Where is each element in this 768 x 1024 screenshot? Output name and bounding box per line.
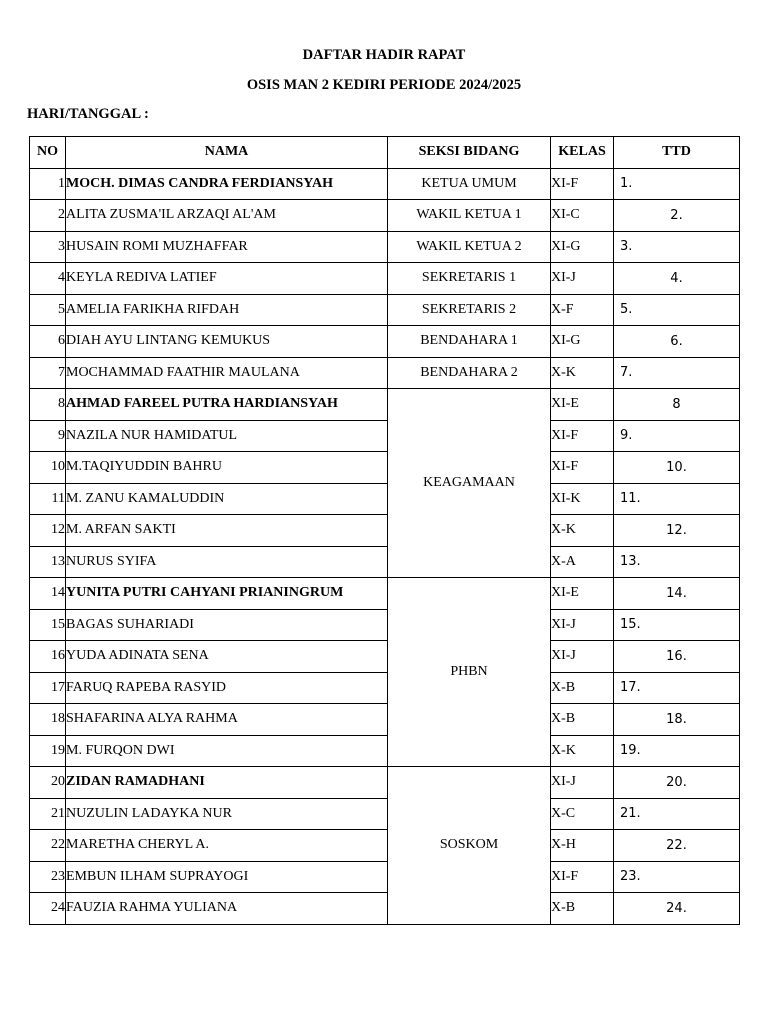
class-cell: XI-C [551, 200, 614, 232]
class-cell: XI-G [551, 231, 614, 263]
row-number: 24 [30, 893, 66, 925]
table-row [30, 735, 740, 767]
table-row [30, 452, 740, 484]
row-number: 7 [30, 357, 66, 389]
row-number: 4 [30, 263, 66, 295]
row-number: 16 [30, 641, 66, 673]
class-cell: X-K [551, 515, 614, 547]
signature-cell: 11. [614, 483, 740, 515]
signature-cell: 14. [614, 578, 740, 610]
signature-cell: 24. [614, 893, 740, 925]
row-number: 23 [30, 861, 66, 893]
signature-cell: 12. [614, 515, 740, 547]
member-name: M. ARFAN SAKTI [66, 515, 388, 547]
table-row [30, 483, 740, 515]
class-cell: X-B [551, 704, 614, 736]
member-name: FAUZIA RAHMA YULIANA [66, 893, 388, 925]
signature-cell: 18. [614, 704, 740, 736]
signature-cell: 9. [614, 420, 740, 452]
signature-cell: 22. [614, 830, 740, 862]
member-name: EMBUN ILHAM SUPRAYOGI [66, 861, 388, 893]
table-row [30, 420, 740, 452]
row-number: 1 [30, 168, 66, 200]
signature-cell: 5. [614, 294, 740, 326]
class-cell: X-K [551, 357, 614, 389]
member-name: AMELIA FARIKHA RIFDAH [66, 294, 388, 326]
member-name: FARUQ RAPEBA RASYID [66, 672, 388, 704]
member-name: YUDA ADINATA SENA [66, 641, 388, 673]
member-name: NUZULIN LADAYKA NUR [66, 798, 388, 830]
table-row [30, 515, 740, 547]
row-number: 10 [30, 452, 66, 484]
table-row [30, 389, 740, 421]
member-name: AHMAD FAREEL PUTRA HARDIANSYAH [66, 389, 388, 421]
table-row [30, 861, 740, 893]
class-cell: X-B [551, 672, 614, 704]
member-name: MOCH. DIMAS CANDRA FERDIANSYAH [66, 168, 388, 200]
row-number: 14 [30, 578, 66, 610]
row-number: 5 [30, 294, 66, 326]
class-cell: XI-J [551, 609, 614, 641]
section-cell: KEAGAMAAN [388, 389, 551, 578]
table-row [30, 641, 740, 673]
date-label: HARI/TANGGAL : [27, 106, 149, 122]
row-number: 22 [30, 830, 66, 862]
column-header-kelas: KELAS [551, 137, 614, 169]
table-row [30, 704, 740, 736]
class-cell: XI-J [551, 767, 614, 799]
row-number: 6 [30, 326, 66, 358]
member-name: YUNITA PUTRI CAHYANI PRIANINGRUM [66, 578, 388, 610]
class-cell: X-K [551, 735, 614, 767]
section-cell: SEKRETARIS 1 [388, 263, 551, 295]
section-cell: PHBN [388, 578, 551, 767]
document-subtitle: OSIS MAN 2 KEDIRI PERIODE 2024/2025 [246, 77, 522, 93]
table-row [30, 294, 740, 326]
row-number: 12 [30, 515, 66, 547]
member-name: ZIDAN RAMADHANI [66, 767, 388, 799]
header-row [30, 137, 740, 169]
member-name: BAGAS SUHARIADI [66, 609, 388, 641]
class-cell: XI-J [551, 263, 614, 295]
document-title: DAFTAR HADIR RAPAT [302, 47, 466, 63]
class-cell: XI-K [551, 483, 614, 515]
section-cell: BENDAHARA 2 [388, 357, 551, 389]
class-cell: XI-G [551, 326, 614, 358]
member-name: HUSAIN ROMI MUZHAFFAR [66, 231, 388, 263]
table-header [30, 137, 740, 169]
column-header-seksi: SEKSI BIDANG [388, 137, 551, 169]
signature-cell: 8 [614, 389, 740, 421]
class-cell: X-C [551, 798, 614, 830]
table-row [30, 357, 740, 389]
table-row [30, 798, 740, 830]
row-number: 17 [30, 672, 66, 704]
signature-cell: 13. [614, 546, 740, 578]
class-cell: X-B [551, 893, 614, 925]
table-row [30, 200, 740, 232]
row-number: 11 [30, 483, 66, 515]
member-name: M. FURQON DWI [66, 735, 388, 767]
column-header-ttd: TTD [614, 137, 740, 169]
table-row [30, 830, 740, 862]
signature-cell: 4. [614, 263, 740, 295]
table-row [30, 263, 740, 295]
member-name: MOCHAMMAD FAATHIR MAULANA [66, 357, 388, 389]
signature-cell: 16. [614, 641, 740, 673]
signature-cell: 20. [614, 767, 740, 799]
section-cell: SEKRETARIS 2 [388, 294, 551, 326]
member-name: SHAFARINA ALYA RAHMA [66, 704, 388, 736]
table-row [30, 767, 740, 799]
member-name: NAZILA NUR HAMIDATUL [66, 420, 388, 452]
signature-cell: 2. [614, 200, 740, 232]
class-cell: XI-J [551, 641, 614, 673]
member-name: M.TAQIYUDDIN BAHRU [66, 452, 388, 484]
row-number: 3 [30, 231, 66, 263]
signature-cell: 7. [614, 357, 740, 389]
table-row [30, 672, 740, 704]
class-cell: XI-E [551, 578, 614, 610]
section-cell: SOSKOM [388, 767, 551, 925]
member-name: M. ZANU KAMALUDDIN [66, 483, 388, 515]
signature-cell: 3. [614, 231, 740, 263]
table-row [30, 893, 740, 925]
signature-cell: 15. [614, 609, 740, 641]
row-number: 8 [30, 389, 66, 421]
table-row [30, 546, 740, 578]
member-name: MARETHA CHERYL A. [66, 830, 388, 862]
table-row [30, 326, 740, 358]
row-number: 19 [30, 735, 66, 767]
column-header-no: NO [30, 137, 66, 169]
table-row [30, 578, 740, 610]
class-cell: XI-F [551, 452, 614, 484]
row-number: 2 [30, 200, 66, 232]
table-row [30, 231, 740, 263]
table-row [30, 168, 740, 200]
signature-cell: 6. [614, 326, 740, 358]
member-name: ALITA ZUSMA'IL ARZAQI AL'AM [66, 200, 388, 232]
signature-cell: 17. [614, 672, 740, 704]
table-row [30, 609, 740, 641]
class-cell: XI-E [551, 389, 614, 421]
class-cell: X-H [551, 830, 614, 862]
row-number: 9 [30, 420, 66, 452]
section-cell: BENDAHARA 1 [388, 326, 551, 358]
class-cell: X-A [551, 546, 614, 578]
signature-cell: 21. [614, 798, 740, 830]
attendance-table [29, 136, 740, 925]
signature-cell: 1. [614, 168, 740, 200]
member-name: KEYLA REDIVA LATIEF [66, 263, 388, 295]
class-cell: X-F [551, 294, 614, 326]
signature-cell: 23. [614, 861, 740, 893]
row-number: 13 [30, 546, 66, 578]
row-number: 15 [30, 609, 66, 641]
member-name: DIAH AYU LINTANG KEMUKUS [66, 326, 388, 358]
column-header-nama: NAMA [66, 137, 388, 169]
table-body [30, 168, 740, 924]
class-cell: XI-F [551, 168, 614, 200]
class-cell: XI-F [551, 420, 614, 452]
section-cell: WAKIL KETUA 1 [388, 200, 551, 232]
class-cell: XI-F [551, 861, 614, 893]
signature-cell: 19. [614, 735, 740, 767]
member-name: NURUS SYIFA [66, 546, 388, 578]
row-number: 21 [30, 798, 66, 830]
row-number: 20 [30, 767, 66, 799]
row-number: 18 [30, 704, 66, 736]
signature-cell: 10. [614, 452, 740, 484]
section-cell: WAKIL KETUA 2 [388, 231, 551, 263]
section-cell: KETUA UMUM [388, 168, 551, 200]
